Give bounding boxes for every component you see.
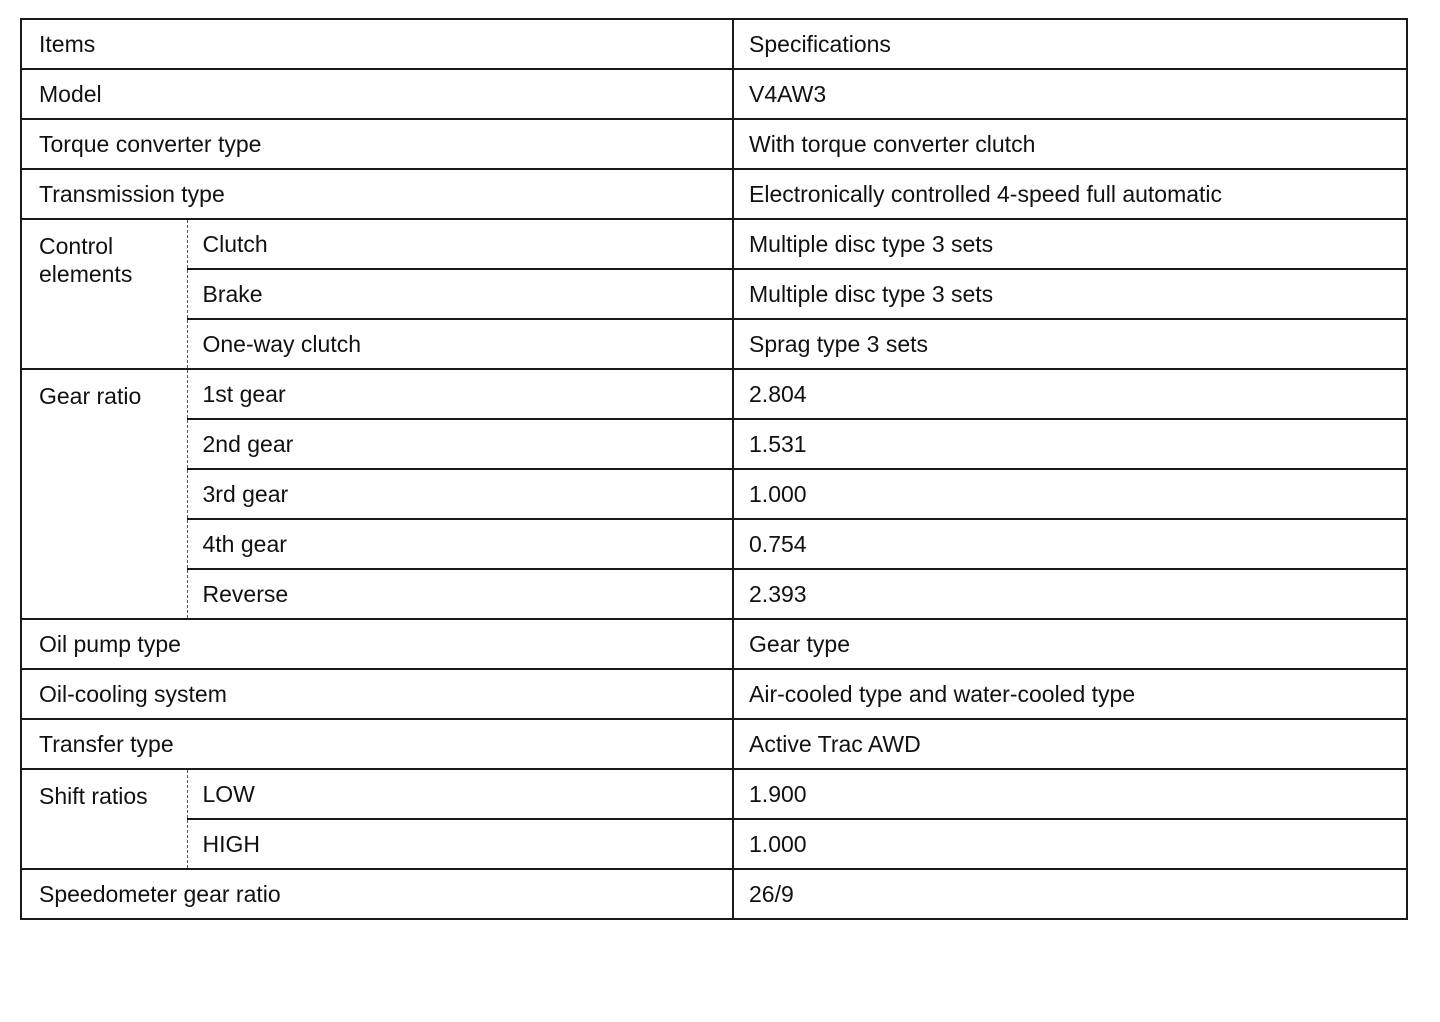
table-row-gear-ratio-1st bbox=[21, 369, 1407, 419]
table-row-transfer-type bbox=[21, 719, 1407, 769]
item-label: Transmission type bbox=[21, 169, 733, 219]
sub-item-label: LOW bbox=[187, 769, 733, 819]
spec-value: With torque converter clutch bbox=[733, 119, 1407, 169]
spec-value: 1.000 bbox=[733, 469, 1407, 519]
table-row-torque-converter-type bbox=[21, 119, 1407, 169]
sub-item-label: 3rd gear bbox=[187, 469, 733, 519]
table-row-gear-ratio-3rd bbox=[21, 469, 1407, 519]
table-row-shift-ratios-high bbox=[21, 819, 1407, 869]
group-label-shift-ratios: Shift ratios bbox=[21, 769, 187, 869]
spec-value: 2.393 bbox=[733, 569, 1407, 619]
item-label: Oil pump type bbox=[21, 619, 733, 669]
spec-value: Multiple disc type 3 sets bbox=[733, 269, 1407, 319]
spec-value: 1.531 bbox=[733, 419, 1407, 469]
table-row-speedometer-gear-ratio bbox=[21, 869, 1407, 919]
table-row-oil-pump-type bbox=[21, 619, 1407, 669]
table-row-gear-ratio-reverse bbox=[21, 569, 1407, 619]
spec-value: 26/9 bbox=[733, 869, 1407, 919]
spec-value: Air-cooled type and water-cooled type bbox=[733, 669, 1407, 719]
group-label-gear-ratio: Gear ratio bbox=[21, 369, 187, 619]
item-label: Oil-cooling system bbox=[21, 669, 733, 719]
item-label: Torque converter type bbox=[21, 119, 733, 169]
item-label: Model bbox=[21, 69, 733, 119]
sub-item-label: Reverse bbox=[187, 569, 733, 619]
specifications-table bbox=[20, 18, 1408, 920]
spec-value: 2.804 bbox=[733, 369, 1407, 419]
sub-item-label: Brake bbox=[187, 269, 733, 319]
spec-value: Electronically controlled 4-speed full automatic bbox=[733, 169, 1407, 219]
table-row-transmission-type bbox=[21, 169, 1407, 219]
spec-value: V4AW3 bbox=[733, 69, 1407, 119]
spec-value: Sprag type 3 sets bbox=[733, 319, 1407, 369]
header-specifications: Specifications bbox=[733, 19, 1407, 69]
sub-item-label: 2nd gear bbox=[187, 419, 733, 469]
item-label: Transfer type bbox=[21, 719, 733, 769]
table-row-control-elements-brake bbox=[21, 269, 1407, 319]
spec-value: 1.900 bbox=[733, 769, 1407, 819]
item-label: Speedometer gear ratio bbox=[21, 869, 733, 919]
table-row-model bbox=[21, 69, 1407, 119]
table-row-control-elements-clutch bbox=[21, 219, 1407, 269]
sub-item-label: 4th gear bbox=[187, 519, 733, 569]
table-row-shift-ratios-low bbox=[21, 769, 1407, 819]
spec-value: 1.000 bbox=[733, 819, 1407, 869]
group-label-control-elements: Control elements bbox=[21, 219, 187, 369]
spec-value: Active Trac AWD bbox=[733, 719, 1407, 769]
table-row-gear-ratio-4th bbox=[21, 519, 1407, 569]
sub-item-label: Clutch bbox=[187, 219, 733, 269]
spec-value: Gear type bbox=[733, 619, 1407, 669]
sub-item-label: HIGH bbox=[187, 819, 733, 869]
sub-item-label: One-way clutch bbox=[187, 319, 733, 369]
table-header-row bbox=[21, 19, 1407, 69]
table-row-gear-ratio-2nd bbox=[21, 419, 1407, 469]
header-items: Items bbox=[21, 19, 733, 69]
spec-value: 0.754 bbox=[733, 519, 1407, 569]
table-row-oil-cooling-system bbox=[21, 669, 1407, 719]
table-row-control-elements-one-way-clutch bbox=[21, 319, 1407, 369]
sub-item-label: 1st gear bbox=[187, 369, 733, 419]
spec-value: Multiple disc type 3 sets bbox=[733, 219, 1407, 269]
